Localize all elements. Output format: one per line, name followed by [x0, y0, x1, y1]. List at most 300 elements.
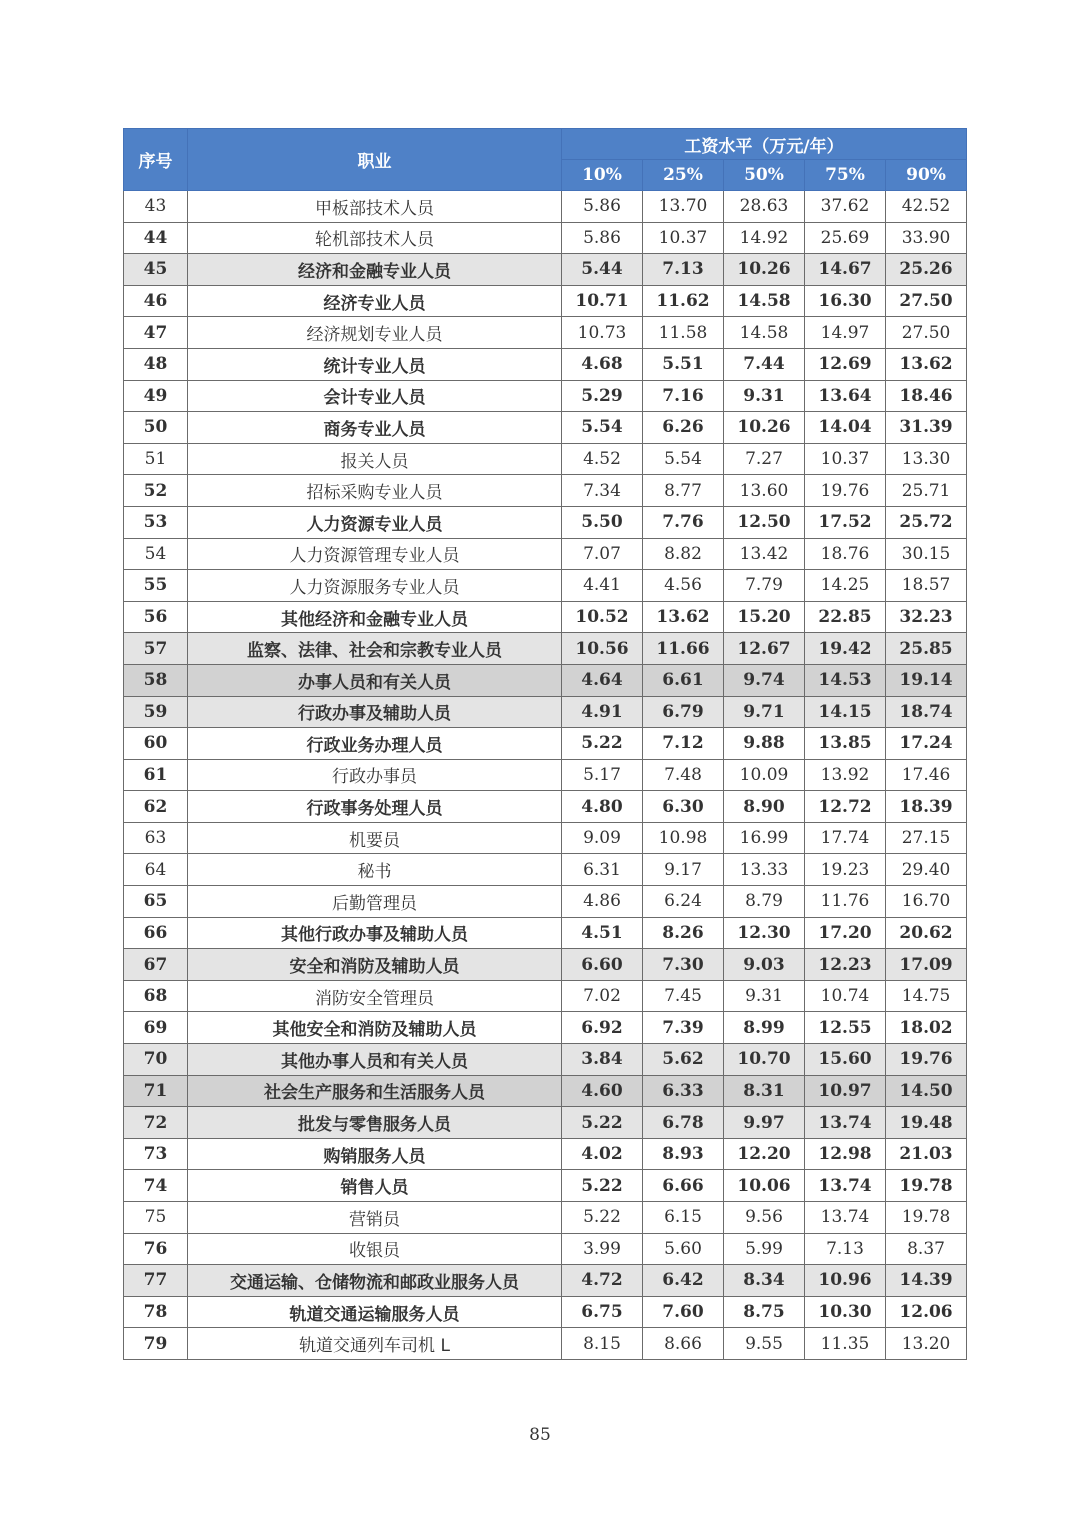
- wage-value: 4.41: [562, 570, 643, 602]
- occupation-name: 批发与零售服务人员: [188, 1107, 562, 1139]
- row-number: 65: [124, 886, 188, 918]
- row-number: 69: [124, 1012, 188, 1044]
- wage-value: 7.13: [643, 254, 724, 286]
- wage-value: 5.54: [562, 412, 643, 444]
- table-row: [124, 222, 967, 254]
- wage-value: 19.76: [805, 475, 886, 507]
- occupation-name: 行政业务办理人员: [188, 728, 562, 760]
- table-row: [124, 443, 967, 475]
- row-number: 68: [124, 980, 188, 1012]
- table-row: [124, 601, 967, 633]
- wage-value: 6.79: [643, 696, 724, 728]
- table-row: [124, 1138, 967, 1170]
- wage-value: 19.78: [886, 1170, 967, 1202]
- wage-value: 22.85: [805, 601, 886, 633]
- header-wage-group: 工资水平（万元/年）: [562, 129, 967, 160]
- wage-value: 14.04: [805, 412, 886, 444]
- wage-value: 7.34: [562, 475, 643, 507]
- wage-value: 6.30: [643, 791, 724, 823]
- wage-value: 8.15: [562, 1328, 643, 1360]
- occupation-name: 人力资源服务专业人员: [188, 570, 562, 602]
- wage-value: 7.02: [562, 980, 643, 1012]
- occupation-name: 消防安全管理员: [188, 980, 562, 1012]
- wage-value: 9.74: [724, 664, 805, 696]
- occupation-name: 商务专业人员: [188, 412, 562, 444]
- table-row: [124, 1075, 967, 1107]
- table-row: [124, 1202, 967, 1234]
- header-p90: 90%: [886, 160, 967, 191]
- wage-value: 5.99: [724, 1233, 805, 1265]
- wage-value: 11.58: [643, 317, 724, 349]
- wage-value: 14.50: [886, 1075, 967, 1107]
- wage-value: 7.39: [643, 1012, 724, 1044]
- row-number: 75: [124, 1202, 188, 1234]
- wage-value: 14.25: [805, 570, 886, 602]
- row-number: 57: [124, 633, 188, 665]
- occupation-name: 其他行政办事及辅助人员: [188, 917, 562, 949]
- wage-value: 13.74: [805, 1170, 886, 1202]
- wage-value: 13.74: [805, 1107, 886, 1139]
- wage-value: 7.76: [643, 506, 724, 538]
- row-number: 50: [124, 412, 188, 444]
- wage-value: 9.88: [724, 728, 805, 760]
- header-p25: 25%: [643, 160, 724, 191]
- wage-value: 3.99: [562, 1233, 643, 1265]
- wage-value: 10.70: [724, 1044, 805, 1076]
- wage-value: 8.37: [886, 1233, 967, 1265]
- row-number: 79: [124, 1328, 188, 1360]
- wage-value: 9.31: [724, 380, 805, 412]
- wage-value: 10.97: [805, 1075, 886, 1107]
- wage-value: 9.56: [724, 1202, 805, 1234]
- table-row: [124, 191, 967, 223]
- wage-value: 11.62: [643, 285, 724, 317]
- wage-value: 19.48: [886, 1107, 967, 1139]
- wage-value: 4.80: [562, 791, 643, 823]
- row-number: 54: [124, 538, 188, 570]
- wage-value: 20.62: [886, 917, 967, 949]
- wage-value: 6.42: [643, 1265, 724, 1297]
- wage-value: 12.50: [724, 506, 805, 538]
- wage-value: 19.14: [886, 664, 967, 696]
- wage-value: 13.70: [643, 191, 724, 223]
- wage-value: 16.99: [724, 822, 805, 854]
- table-row: [124, 822, 967, 854]
- occupation-name: 行政办事员: [188, 759, 562, 791]
- row-number: 52: [124, 475, 188, 507]
- wage-value: 5.17: [562, 759, 643, 791]
- wage-value: 8.99: [724, 1012, 805, 1044]
- wage-value: 29.40: [886, 854, 967, 886]
- wage-value: 37.62: [805, 191, 886, 223]
- row-number: 74: [124, 1170, 188, 1202]
- occupation-name: 机要员: [188, 822, 562, 854]
- wage-value: 9.17: [643, 854, 724, 886]
- wage-value: 8.93: [643, 1138, 724, 1170]
- wage-value: 19.23: [805, 854, 886, 886]
- wage-value: 10.71: [562, 285, 643, 317]
- header-p50: 50%: [724, 160, 805, 191]
- wage-value: 11.76: [805, 886, 886, 918]
- wage-value: 17.46: [886, 759, 967, 791]
- wage-value: 12.23: [805, 949, 886, 981]
- wage-value: 13.42: [724, 538, 805, 570]
- wage-value: 12.98: [805, 1138, 886, 1170]
- wage-value: 14.53: [805, 664, 886, 696]
- wage-value: 5.22: [562, 1170, 643, 1202]
- wage-value: 13.92: [805, 759, 886, 791]
- wage-value: 25.71: [886, 475, 967, 507]
- occupation-name: 收银员: [188, 1233, 562, 1265]
- wage-value: 17.20: [805, 917, 886, 949]
- occupation-name: 安全和消防及辅助人员: [188, 949, 562, 981]
- table-row: [124, 917, 967, 949]
- wage-value: 10.73: [562, 317, 643, 349]
- table-row: [124, 886, 967, 918]
- row-number: 62: [124, 791, 188, 823]
- table-row: [124, 380, 967, 412]
- row-number: 49: [124, 380, 188, 412]
- wage-value: 18.76: [805, 538, 886, 570]
- wage-value: 13.74: [805, 1202, 886, 1234]
- wage-value: 10.06: [724, 1170, 805, 1202]
- wage-value: 7.13: [805, 1233, 886, 1265]
- wage-value: 8.90: [724, 791, 805, 823]
- row-number: 77: [124, 1265, 188, 1297]
- row-number: 59: [124, 696, 188, 728]
- row-number: 46: [124, 285, 188, 317]
- wage-value: 11.66: [643, 633, 724, 665]
- wage-value: 12.06: [886, 1296, 967, 1328]
- row-number: 55: [124, 570, 188, 602]
- wage-value: 6.92: [562, 1012, 643, 1044]
- wage-value: 14.39: [886, 1265, 967, 1297]
- wage-value: 18.74: [886, 696, 967, 728]
- wage-value: 6.66: [643, 1170, 724, 1202]
- wage-value: 31.39: [886, 412, 967, 444]
- occupation-name: 办事人员和有关人员: [188, 664, 562, 696]
- table-row: [124, 791, 967, 823]
- wage-value: 10.96: [805, 1265, 886, 1297]
- table-row: [124, 728, 967, 760]
- wage-value: 6.61: [643, 664, 724, 696]
- header-seq: 序号: [124, 129, 188, 191]
- occupation-name: 甲板部技术人员: [188, 191, 562, 223]
- wage-value: 4.64: [562, 664, 643, 696]
- wage-value: 8.31: [724, 1075, 805, 1107]
- wage-value: 13.33: [724, 854, 805, 886]
- table-row: [124, 538, 967, 570]
- wage-value: 19.76: [886, 1044, 967, 1076]
- table-row: [124, 696, 967, 728]
- occupation-name: 其他安全和消防及辅助人员: [188, 1012, 562, 1044]
- occupation-name: 监察、法律、社会和宗教专业人员: [188, 633, 562, 665]
- wage-value: 7.30: [643, 949, 724, 981]
- wage-value: 5.86: [562, 191, 643, 223]
- table-row: [124, 854, 967, 886]
- wage-value: 8.66: [643, 1328, 724, 1360]
- wage-value: 27.50: [886, 285, 967, 317]
- wage-value: 25.85: [886, 633, 967, 665]
- wage-value: 13.20: [886, 1328, 967, 1360]
- row-number: 63: [124, 822, 188, 854]
- occupation-name: 招标采购专业人员: [188, 475, 562, 507]
- wage-value: 9.97: [724, 1107, 805, 1139]
- row-number: 51: [124, 443, 188, 475]
- wage-value: 17.74: [805, 822, 886, 854]
- wage-value: 13.85: [805, 728, 886, 760]
- table-row: [124, 1012, 967, 1044]
- wage-value: 5.44: [562, 254, 643, 286]
- wage-value: 14.92: [724, 222, 805, 254]
- wage-value: 8.82: [643, 538, 724, 570]
- row-number: 78: [124, 1296, 188, 1328]
- wage-value: 12.55: [805, 1012, 886, 1044]
- row-number: 56: [124, 601, 188, 633]
- wage-value: 33.90: [886, 222, 967, 254]
- table-row: [124, 475, 967, 507]
- wage-value: 13.30: [886, 443, 967, 475]
- wage-value: 10.09: [724, 759, 805, 791]
- occupation-name: 购销服务人员: [188, 1138, 562, 1170]
- occupation-name: 统计专业人员: [188, 348, 562, 380]
- table-row: [124, 633, 967, 665]
- wage-value: 17.09: [886, 949, 967, 981]
- row-number: 45: [124, 254, 188, 286]
- header-p75: 75%: [805, 160, 886, 191]
- wage-value: 5.60: [643, 1233, 724, 1265]
- wage-value: 14.75: [886, 980, 967, 1012]
- wage-value: 14.97: [805, 317, 886, 349]
- wage-value: 42.52: [886, 191, 967, 223]
- wage-value: 12.69: [805, 348, 886, 380]
- occupation-name: 轮机部技术人员: [188, 222, 562, 254]
- row-number: 48: [124, 348, 188, 380]
- table-body: [124, 191, 967, 1360]
- row-number: 44: [124, 222, 188, 254]
- table-row: [124, 1044, 967, 1076]
- occupation-name: 其他办事人员和有关人员: [188, 1044, 562, 1076]
- table-row: [124, 570, 967, 602]
- wage-value: 4.56: [643, 570, 724, 602]
- wage-value: 7.79: [724, 570, 805, 602]
- wage-value: 4.91: [562, 696, 643, 728]
- wage-value: 16.70: [886, 886, 967, 918]
- occupation-name: 人力资源专业人员: [188, 506, 562, 538]
- wage-value: 13.60: [724, 475, 805, 507]
- wage-value: 14.58: [724, 317, 805, 349]
- wage-value: 9.71: [724, 696, 805, 728]
- wage-value: 8.34: [724, 1265, 805, 1297]
- wage-value: 5.51: [643, 348, 724, 380]
- table-row: [124, 506, 967, 538]
- wage-value: 6.31: [562, 854, 643, 886]
- wage-value: 6.26: [643, 412, 724, 444]
- wage-value: 14.15: [805, 696, 886, 728]
- wage-value: 4.68: [562, 348, 643, 380]
- wage-value: 7.48: [643, 759, 724, 791]
- table-row: [124, 1107, 967, 1139]
- wage-value: 10.37: [805, 443, 886, 475]
- wage-value: 5.22: [562, 1202, 643, 1234]
- wage-value: 25.72: [886, 506, 967, 538]
- wage-value: 18.02: [886, 1012, 967, 1044]
- row-number: 66: [124, 917, 188, 949]
- wage-value: 7.60: [643, 1296, 724, 1328]
- wage-value: 5.62: [643, 1044, 724, 1076]
- occupation-name: 行政事务处理人员: [188, 791, 562, 823]
- occupation-name: 经济规划专业人员: [188, 317, 562, 349]
- row-number: 60: [124, 728, 188, 760]
- wage-value: 6.15: [643, 1202, 724, 1234]
- wage-value: 8.26: [643, 917, 724, 949]
- table-row: [124, 949, 967, 981]
- wage-value: 10.56: [562, 633, 643, 665]
- wage-value: 12.67: [724, 633, 805, 665]
- wage-value: 9.55: [724, 1328, 805, 1360]
- occupation-name: 销售人员: [188, 1170, 562, 1202]
- header-p10: 10%: [562, 160, 643, 191]
- wage-value: 13.64: [805, 380, 886, 412]
- wage-value: 5.22: [562, 1107, 643, 1139]
- table-row: [124, 664, 967, 696]
- wage-value: 11.35: [805, 1328, 886, 1360]
- wage-value: 7.16: [643, 380, 724, 412]
- wage-value: 18.46: [886, 380, 967, 412]
- occupation-name: 后勤管理员: [188, 886, 562, 918]
- wage-value: 16.30: [805, 285, 886, 317]
- wage-value: 25.69: [805, 222, 886, 254]
- occupation-name: 轨道交通列车司机 L: [188, 1328, 562, 1360]
- occupation-name: 交通运输、仓储物流和邮政业服务人员: [188, 1265, 562, 1297]
- wage-value: 5.29: [562, 380, 643, 412]
- page-number: 85: [529, 1425, 551, 1445]
- table-row: [124, 285, 967, 317]
- wage-value: 7.12: [643, 728, 724, 760]
- wage-value: 5.54: [643, 443, 724, 475]
- table-row: [124, 980, 967, 1012]
- wage-value: 30.15: [886, 538, 967, 570]
- wage-value: 13.62: [886, 348, 967, 380]
- wage-value: 10.26: [724, 412, 805, 444]
- wage-value: 15.20: [724, 601, 805, 633]
- wage-value: 18.39: [886, 791, 967, 823]
- wage-value: 4.86: [562, 886, 643, 918]
- wage-value: 4.72: [562, 1265, 643, 1297]
- row-number: 47: [124, 317, 188, 349]
- row-number: 71: [124, 1075, 188, 1107]
- occupation-name: 轨道交通运输服务人员: [188, 1296, 562, 1328]
- wage-value: 14.58: [724, 285, 805, 317]
- wage-value: 10.37: [643, 222, 724, 254]
- table-row: [124, 1265, 967, 1297]
- wage-value: 7.45: [643, 980, 724, 1012]
- occupation-name: 人力资源管理专业人员: [188, 538, 562, 570]
- occupation-name: 报关人员: [188, 443, 562, 475]
- wage-value: 9.09: [562, 822, 643, 854]
- wage-value: 4.52: [562, 443, 643, 475]
- row-number: 76: [124, 1233, 188, 1265]
- table-row: [124, 759, 967, 791]
- occupation-name: 行政办事及辅助人员: [188, 696, 562, 728]
- wage-value: 27.50: [886, 317, 967, 349]
- wage-value: 10.74: [805, 980, 886, 1012]
- header-occupation: 职业: [188, 129, 562, 191]
- row-number: 58: [124, 664, 188, 696]
- table-row: [124, 1296, 967, 1328]
- wage-table: [123, 128, 967, 1360]
- wage-value: 7.27: [724, 443, 805, 475]
- occupation-name: 经济和金融专业人员: [188, 254, 562, 286]
- wage-value: 3.84: [562, 1044, 643, 1076]
- table-row: [124, 1328, 967, 1360]
- wage-value: 12.30: [724, 917, 805, 949]
- wage-value: 19.78: [886, 1202, 967, 1234]
- wage-value: 6.75: [562, 1296, 643, 1328]
- wage-value: 5.86: [562, 222, 643, 254]
- wage-value: 7.44: [724, 348, 805, 380]
- row-number: 53: [124, 506, 188, 538]
- wage-value: 25.26: [886, 254, 967, 286]
- wage-value: 28.63: [724, 191, 805, 223]
- wage-value: 8.77: [643, 475, 724, 507]
- wage-value: 5.22: [562, 728, 643, 760]
- wage-value: 14.67: [805, 254, 886, 286]
- occupation-name: 社会生产服务和生活服务人员: [188, 1075, 562, 1107]
- wage-value: 17.24: [886, 728, 967, 760]
- wage-value: 17.52: [805, 506, 886, 538]
- row-number: 72: [124, 1107, 188, 1139]
- wage-value: 9.31: [724, 980, 805, 1012]
- wage-value: 15.60: [805, 1044, 886, 1076]
- wage-value: 7.07: [562, 538, 643, 570]
- wage-value: 8.75: [724, 1296, 805, 1328]
- wage-value: 10.30: [805, 1296, 886, 1328]
- table-row: [124, 317, 967, 349]
- wage-value: 5.50: [562, 506, 643, 538]
- header-row: [124, 129, 967, 160]
- wage-value: 10.26: [724, 254, 805, 286]
- table-row: [124, 348, 967, 380]
- wage-value: 6.60: [562, 949, 643, 981]
- wage-value: 6.24: [643, 886, 724, 918]
- table-row: [124, 412, 967, 444]
- row-number: 67: [124, 949, 188, 981]
- wage-value: 4.60: [562, 1075, 643, 1107]
- row-number: 70: [124, 1044, 188, 1076]
- wage-value: 13.62: [643, 601, 724, 633]
- occupation-name: 其他经济和金融专业人员: [188, 601, 562, 633]
- table-row: [124, 1233, 967, 1265]
- occupation-name: 会计专业人员: [188, 380, 562, 412]
- wage-value: 6.33: [643, 1075, 724, 1107]
- wage-value: 32.23: [886, 601, 967, 633]
- wage-value: 12.72: [805, 791, 886, 823]
- wage-value: 6.78: [643, 1107, 724, 1139]
- row-number: 73: [124, 1138, 188, 1170]
- wage-value: 27.15: [886, 822, 967, 854]
- wage-value: 10.52: [562, 601, 643, 633]
- wage-value: 10.98: [643, 822, 724, 854]
- wage-value: 12.20: [724, 1138, 805, 1170]
- occupation-name: 营销员: [188, 1202, 562, 1234]
- wage-value: 18.57: [886, 570, 967, 602]
- wage-value: 8.79: [724, 886, 805, 918]
- row-number: 64: [124, 854, 188, 886]
- table-row: [124, 1170, 967, 1202]
- occupation-name: 经济专业人员: [188, 285, 562, 317]
- row-number: 43: [124, 191, 188, 223]
